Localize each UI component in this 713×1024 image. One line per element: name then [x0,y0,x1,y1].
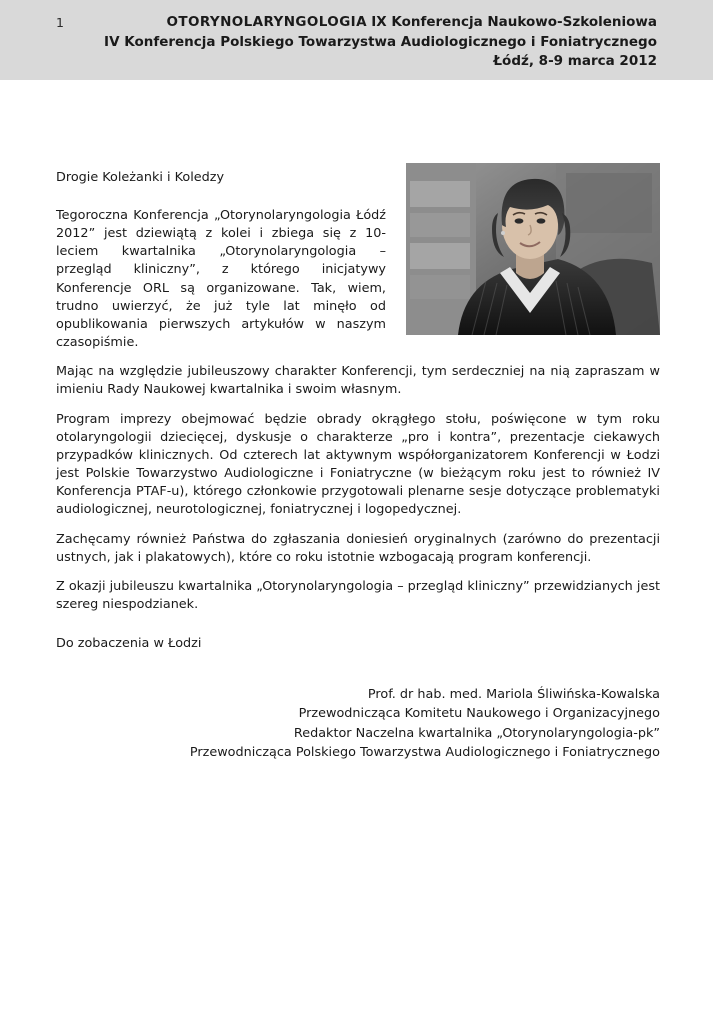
page-header-band [0,0,713,80]
signature-line-4: Przewodnicząca Polskiego Towarzystwa Audiologicznego i Foniatrycznego [189,744,660,760]
letter-body [56,170,660,762]
header-text-block [97,13,657,72]
header-journal-line [97,13,657,33]
signature-line-2: Przewodnicząca Komitetu Naukowego i Organizacyjnego [298,706,660,722]
author-portrait-photo [406,163,660,335]
closing-line: Do zobaczenia w Łodzi [56,636,202,652]
paragraph-3: Program imprezy obejmować będzie obrady okrągłego stołu, poświęcone w tym roku otolaryngologii dziecięcej, dyskusje o charakterze „pro i kontra”, prezentacje ciekawych przypadków klinicznych. Od czterech lat aktywnym współorganizatorem Konferencji w Łodzi jest Polskie Towarzystwo Audiologiczne i Foniatryczne (w bieżącym roku jest to również IV Konferencja PTAF-u), którego członkowie przygotowali plenarne sesje dotyczące problematyki audiologicznej, neurotologicznej, foniatrycznej i logopedycznej. [56,411,660,518]
paragraph-4: Zachęcamy również Państwa do zgłaszania doniesień oryginalnych (zarówno do prezentacji ustnych, jak i plakatowych), które co roku istotnie wzbogacają program konferencji. [56,531,660,565]
paragraph-2: Mając na względzie jubileuszowy charakter Konferencji, tym serdeczniej na nią zapraszam w imieniu Rady Naukowej kwartalnika i swoim własnym. [56,364,660,398]
paragraph-5: Z okazji jubileuszu kwartalnika „Otorynolaryngologia – przegląd kliniczny” przewidzianych jest szereg niespodzianek. [56,578,660,612]
signature-line-3: Redaktor Naczelna kwartalnika „Otorynolaryngologia-pk” [293,725,660,741]
conference-name: IX Konferencja Naukowo-Szkoleniowa [371,14,657,30]
paragraph-1: Tegoroczna Konferencja „Otorynolaryngologia Łódź 2012” jest dziewiątą z kolei i zbiega się z 10-leciem kwartalnika „Otorynolaryngologia – przegląd kliniczny”, z którego inicjatywy Konferencje ORL są organizowane. Tak, wiem, trudno uwierzyć, że już tyle lat minęło od opublikowania pierwszych artykułów w naszym czasopiśmie. [56,208,386,351]
header-second-conference: IV Konferencja Polskiego Towarzystwa Audiologicznego i Foniatrycznego [104,33,657,50]
salutation: Drogie Koleżanki i Koledzy [56,170,225,185]
signature-block [56,685,660,762]
header-place-date: Łódź, 8-9 marca 2012 [493,53,657,70]
journal-title: OTORYNOLARYNGOLOGIA [166,14,367,30]
signature-line-1: Prof. dr hab. med. Mariola Śliwińska-Kowalska [367,687,660,703]
page-number: 1 [56,15,64,30]
